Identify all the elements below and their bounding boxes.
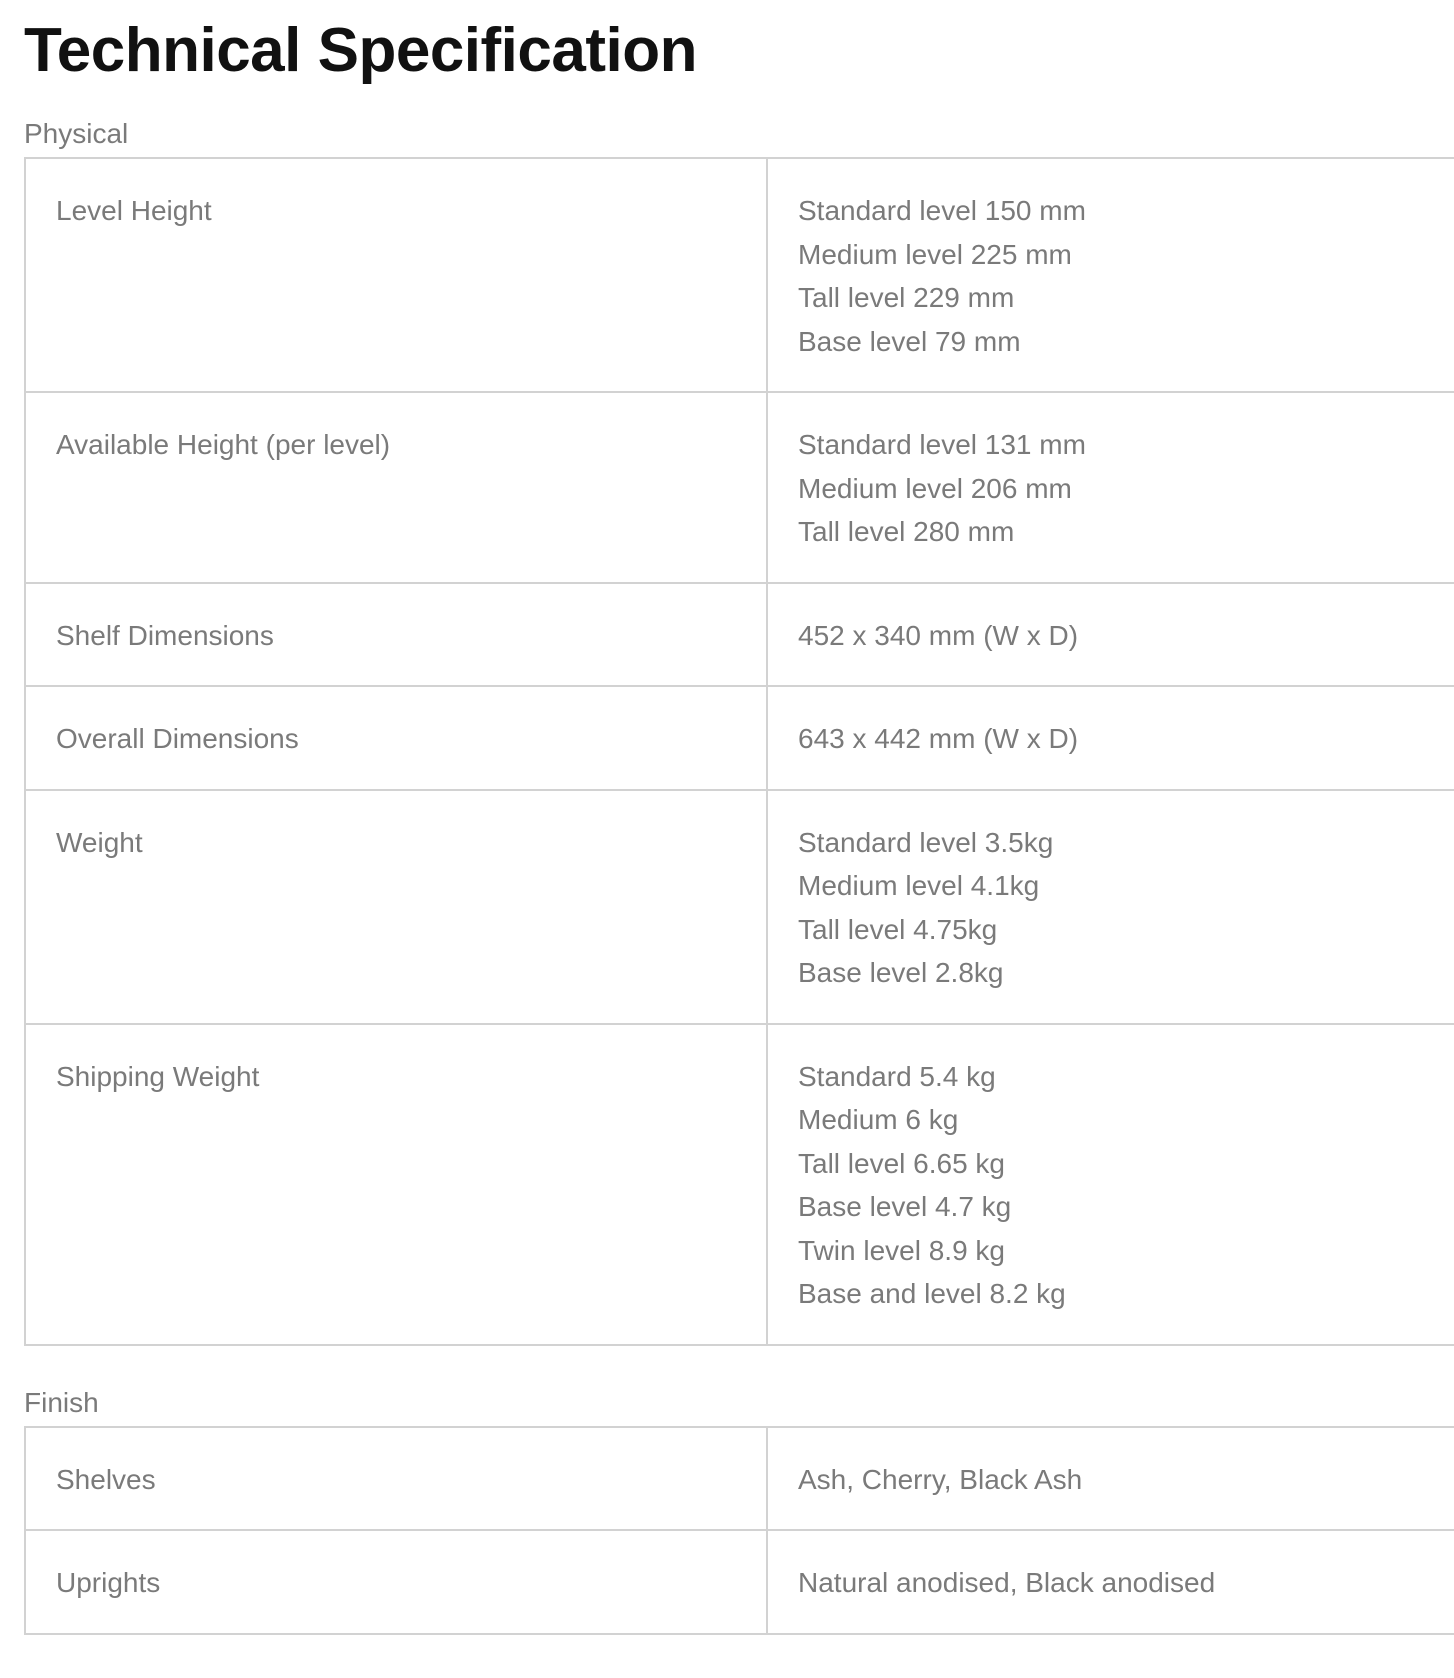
table-row	[25, 790, 1454, 1024]
spec-value-line: Medium level 4.1kg	[798, 870, 1040, 901]
finish-spec-table	[24, 1426, 1454, 1635]
spec-value-line: Ash, Cherry, Black Ash	[798, 1463, 1083, 1495]
spec-value	[767, 686, 1454, 790]
spec-value-line: Standard level 150 mm	[798, 195, 1086, 226]
spec-value-line: Base level 2.8kg	[798, 957, 1004, 988]
spec-value-line: 643 x 442 mm (W x D)	[798, 723, 1079, 754]
table-row	[25, 392, 1454, 583]
spec-value	[767, 790, 1454, 1024]
spec-value	[767, 1024, 1454, 1345]
spec-value	[767, 158, 1454, 392]
spec-label: Available Height (per level)	[25, 392, 767, 583]
page-title: Technical Specification	[24, 16, 697, 85]
table-row	[25, 1427, 1454, 1531]
spec-value-line: Standard level 131 mm	[798, 429, 1086, 460]
spec-value-line: Standard 5.4 kg	[798, 1060, 996, 1092]
spec-value-line: Medium 6 kg	[798, 1104, 959, 1135]
spec-value	[767, 583, 1454, 687]
spec-value-line: Twin level 8.9 kg	[798, 1234, 1005, 1266]
spec-value-line: 452 x 340 mm (W x D)	[798, 619, 1079, 651]
spec-page	[24, 0, 1384, 1635]
spec-value-line: Tall level 4.75kg	[798, 913, 998, 945]
spec-label: Overall Dimensions	[25, 686, 767, 790]
spec-value-line: Base level 4.7 kg	[798, 1191, 1012, 1222]
spec-value-line: Base and level 8.2 kg	[798, 1278, 1066, 1309]
spec-value-line: Tall level 229 mm	[798, 282, 1015, 313]
spec-label: Shipping Weight	[25, 1024, 767, 1345]
spec-label: Shelves	[25, 1427, 767, 1531]
spec-label: Weight	[25, 790, 767, 1024]
spec-value-line: Standard level 3.5kg	[798, 826, 1054, 858]
spec-value-line: Medium level 206 mm	[798, 472, 1072, 504]
section-label-physical: Physical	[24, 118, 129, 149]
section-label-finish: Finish	[24, 1386, 99, 1418]
table-row	[25, 583, 1454, 687]
spec-value-line: Base level 79 mm	[798, 325, 1021, 357]
spec-value-line: Tall level 6.65 kg	[798, 1147, 1006, 1179]
spec-value-line: Natural anodised, Black anodised	[798, 1567, 1216, 1598]
physical-spec-table	[24, 157, 1454, 1346]
table-row	[25, 158, 1454, 392]
spec-value-line: Tall level 280 mm	[798, 516, 1015, 547]
table-row	[25, 1530, 1454, 1634]
spec-value	[767, 1427, 1454, 1531]
spec-label: Shelf Dimensions	[25, 583, 767, 687]
table-row	[25, 686, 1454, 790]
spec-label: Uprights	[25, 1530, 767, 1634]
table-row	[25, 1024, 1454, 1345]
spec-value	[767, 1530, 1454, 1634]
spec-value	[767, 392, 1454, 583]
spec-label: Level Height	[25, 158, 767, 392]
spec-value-line: Medium level 225 mm	[798, 238, 1072, 270]
